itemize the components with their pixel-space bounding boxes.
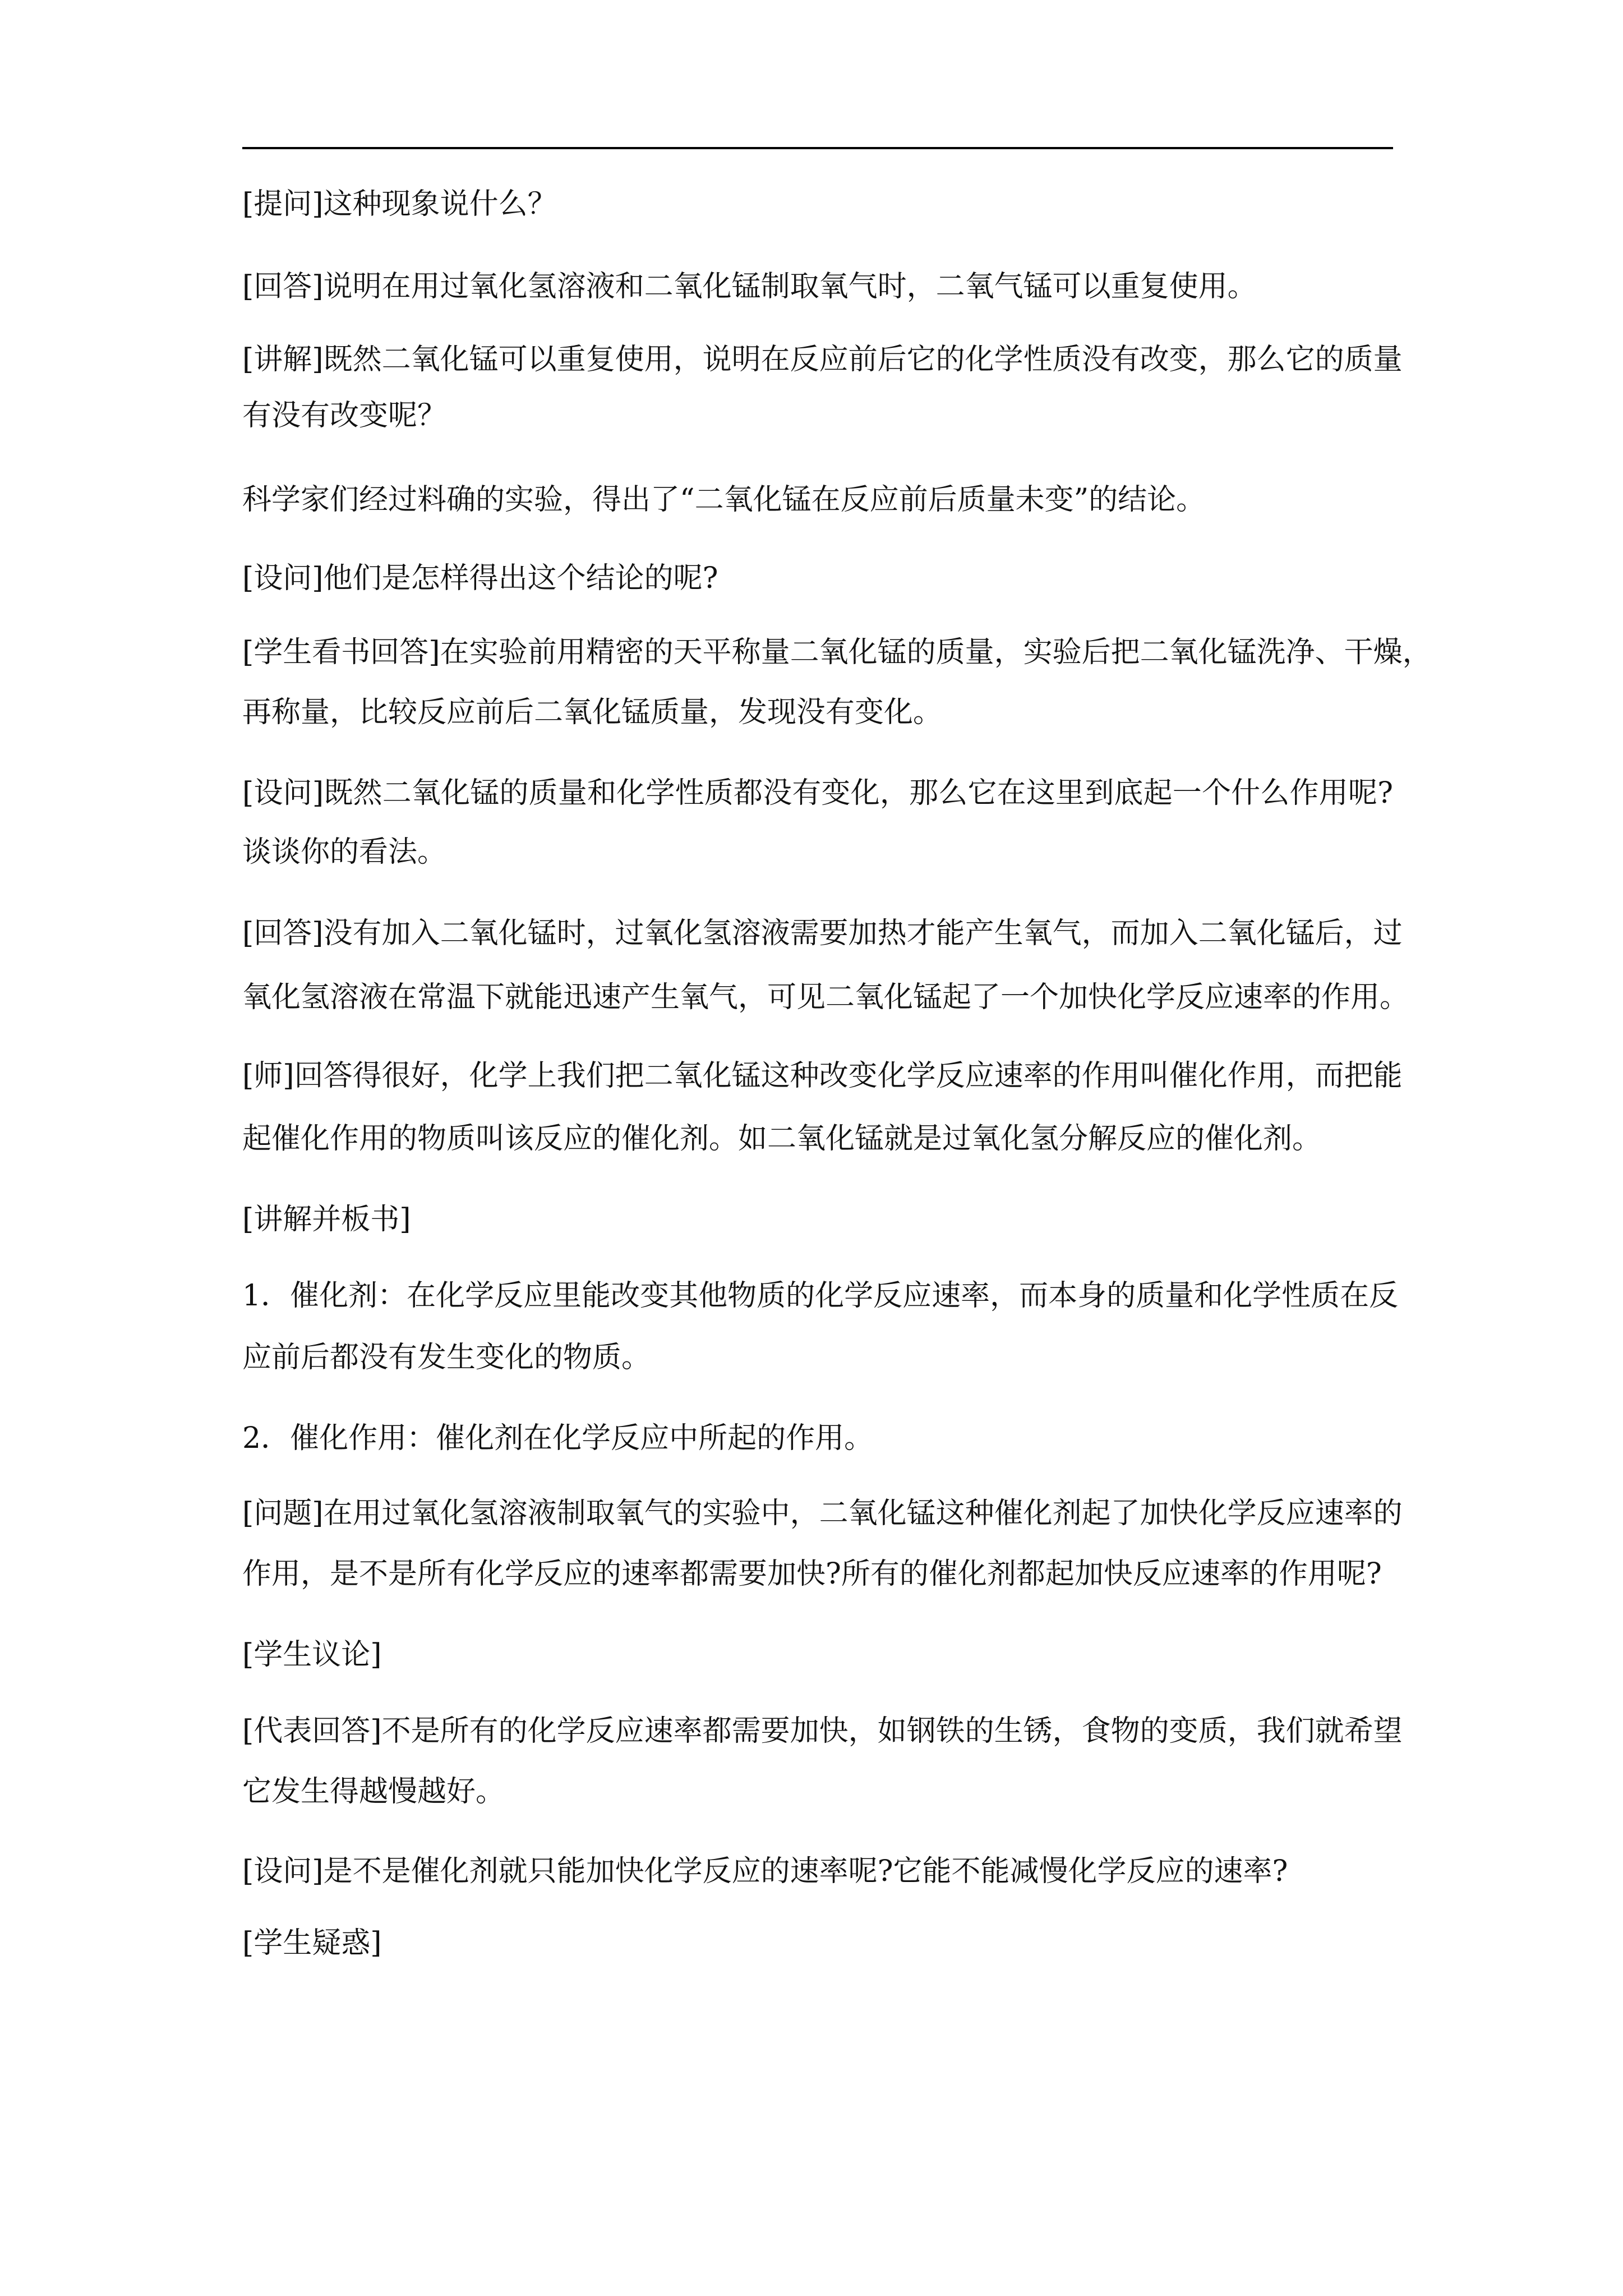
paragraph-p8-line-2: 氧化氢溶液在常温下就能迅速产生氧气，可见二氧化锰起了一个加快化学反应速率的作用。 [242,981,1409,1014]
paragraph-p17-line-1: [学生疑惑] [242,1926,382,1960]
paragraph-p15-line-2: 它发生得越慢越好。 [242,1775,505,1809]
paragraph-p16-line-1: [设问]是不是催化剂就只能加快化学反应的速率呢?它能不能减慢化学反应的速率? [242,1855,1288,1888]
paragraph-p11-line-2: 应前后都没有发生变化的物质。 [242,1341,651,1374]
paragraph-p14-line-1: [学生议论] [242,1638,382,1672]
paragraph-p11-line-1: 1．催化剂：在化学反应里能改变其他物质的化学反应速率，而本身的质量和化学性质在反 [242,1279,1399,1313]
paragraph-p3-line-1: [讲解]既然二氧化锰可以重复使用，说明在反应前后它的化学性质没有改变，那么它的质量 [242,343,1403,376]
header-rule [242,147,1393,149]
paragraph-p12-line-1: 2．催化作用：催化剂在化学反应中所起的作用。 [242,1421,874,1455]
paragraph-p3-line-2: 有没有改变呢？ [242,399,447,432]
paragraph-p6-line-1: [学生看书回答]在实验前用精密的天平称量二氧化锰的质量，实验后把二氧化锰洗净、干燥， [242,636,1432,669]
paragraph-p2-line-1: [回答]说明在用过氧化氢溶液和二氧化锰制取氧气时，二氧气锰可以重复使用。 [242,270,1257,303]
paragraph-p10-line-1: [讲解并板书] [242,1203,411,1236]
paragraph-p1-line-1: [提问]这种现象说什么？ [242,187,557,221]
paragraph-p13-line-2: 作用，是不是所有化学反应的速率都需要加快?所有的催化剂都起加快反应速率的作用呢? [242,1557,1382,1591]
paragraph-p9-line-1: [师]回答得很好，化学上我们把二氧化锰这种改变化学反应速率的作用叫催化作用，而把能 [242,1059,1403,1093]
paragraph-p8-line-1: [回答]没有加入二氧化锰时，过氧化氢溶液需要加热才能产生氧气，而加入二氧化锰后，过 [242,917,1403,950]
paragraph-p7-line-1: [设问]既然二氧化锰的质量和化学性质都没有变化，那么它在这里到底起一个什么作用呢? [242,776,1393,810]
paragraph-p13-line-1: [问题]在用过氧化氢溶液制取氧气的实验中，二氧化锰这种催化剂起了加快化学反应速率的 [242,1497,1403,1530]
paragraph-p15-line-1: [代表回答]不是所有的化学反应速率都需要加快，如钢铁的生锈，食物的变质，我们就希望 [242,1714,1403,1748]
paragraph-p4-line-1: 科学家们经过料确的实验，得出了“二氧化锰在反应前后质量未变”的结论。 [242,483,1206,517]
paragraph-p6-line-2: 再称量，比较反应前后二氧化锰质量，发现没有变化。 [242,696,943,729]
paragraph-p7-line-2: 谈谈你的看法。 [242,835,447,869]
paragraph-p5-line-1: [设问]他们是怎样得出这个结论的呢? [242,562,718,595]
paragraph-p9-line-2: 起催化作用的物质叫该反应的催化剂。如二氧化锰就是过氧化氢分解反应的催化剂。 [242,1122,1322,1156]
